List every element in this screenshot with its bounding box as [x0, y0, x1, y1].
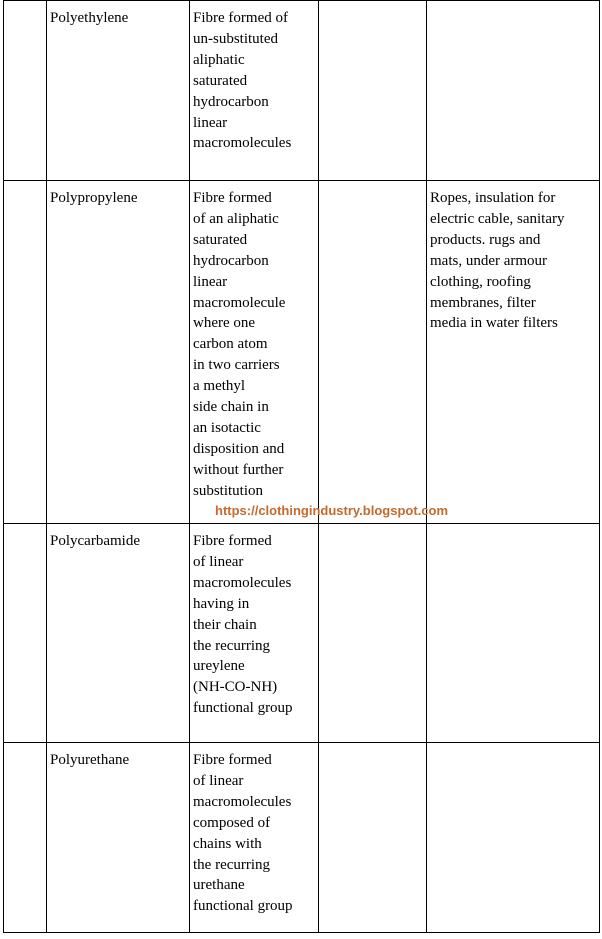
fibre-name: Polycarbamide — [50, 533, 140, 549]
fibre-name: Polyurethane — [50, 752, 130, 768]
fibre-description: Fibre formed of linear macromolecules composed of chains with the recurring urethane functional group — [193, 752, 293, 915]
table-row — [4, 1, 600, 181]
fibre-table — [3, 0, 600, 933]
blank-value — [322, 743, 423, 750]
blank-value — [322, 181, 423, 188]
fibre-name: Polyethylene — [50, 10, 129, 26]
fibre-description: Fibre formed of linear macromolecules having in their chain the recurring ureylene (NH-CO-NH) functional group — [193, 533, 293, 717]
description-cell — [190, 181, 319, 524]
index-cell — [4, 524, 47, 743]
uses-cell — [427, 743, 600, 933]
fibre-uses — [430, 743, 596, 750]
fibre-name-cell — [47, 1, 190, 181]
blank-cell — [319, 1, 427, 181]
table-row — [4, 524, 600, 743]
blank-value — [322, 524, 423, 531]
table-row — [4, 181, 600, 524]
fibre-description: Fibre formed of an aliphatic saturated hydrocarbon linear macromolecule where one carbon atom in two carriers a methyl side chain in an isotactic disposition and without further substitution — [193, 190, 286, 499]
table-row — [4, 743, 600, 933]
uses-cell — [427, 524, 600, 743]
fibre-description: Fibre formed of un-substituted aliphatic saturated hydrocarbon linear macromolecules — [193, 10, 292, 152]
description-cell — [190, 743, 319, 933]
blank-cell — [319, 524, 427, 743]
fibre-name: Polypropylene — [50, 190, 138, 206]
fibre-uses: Ropes, insulation for electric cable, sanitary products. rugs and mats, under armour clothing, roofing membranes, filter media in water filters — [430, 190, 565, 332]
watermark-link[interactable]: https://clothingindustry.blogspot.com — [215, 503, 449, 518]
fibre-name-cell — [47, 181, 190, 524]
index-cell — [4, 1, 47, 181]
fibre-name-cell — [47, 743, 190, 933]
description-cell — [190, 1, 319, 181]
index-cell — [4, 181, 47, 524]
blank-cell — [319, 743, 427, 933]
description-cell — [190, 524, 319, 743]
uses-cell — [427, 181, 600, 524]
fibre-uses — [430, 1, 596, 8]
fibre-name-cell — [47, 524, 190, 743]
blank-cell — [319, 181, 427, 524]
uses-cell — [427, 1, 600, 181]
blank-value — [322, 1, 423, 8]
index-cell — [4, 743, 47, 933]
fibre-uses — [430, 524, 596, 531]
